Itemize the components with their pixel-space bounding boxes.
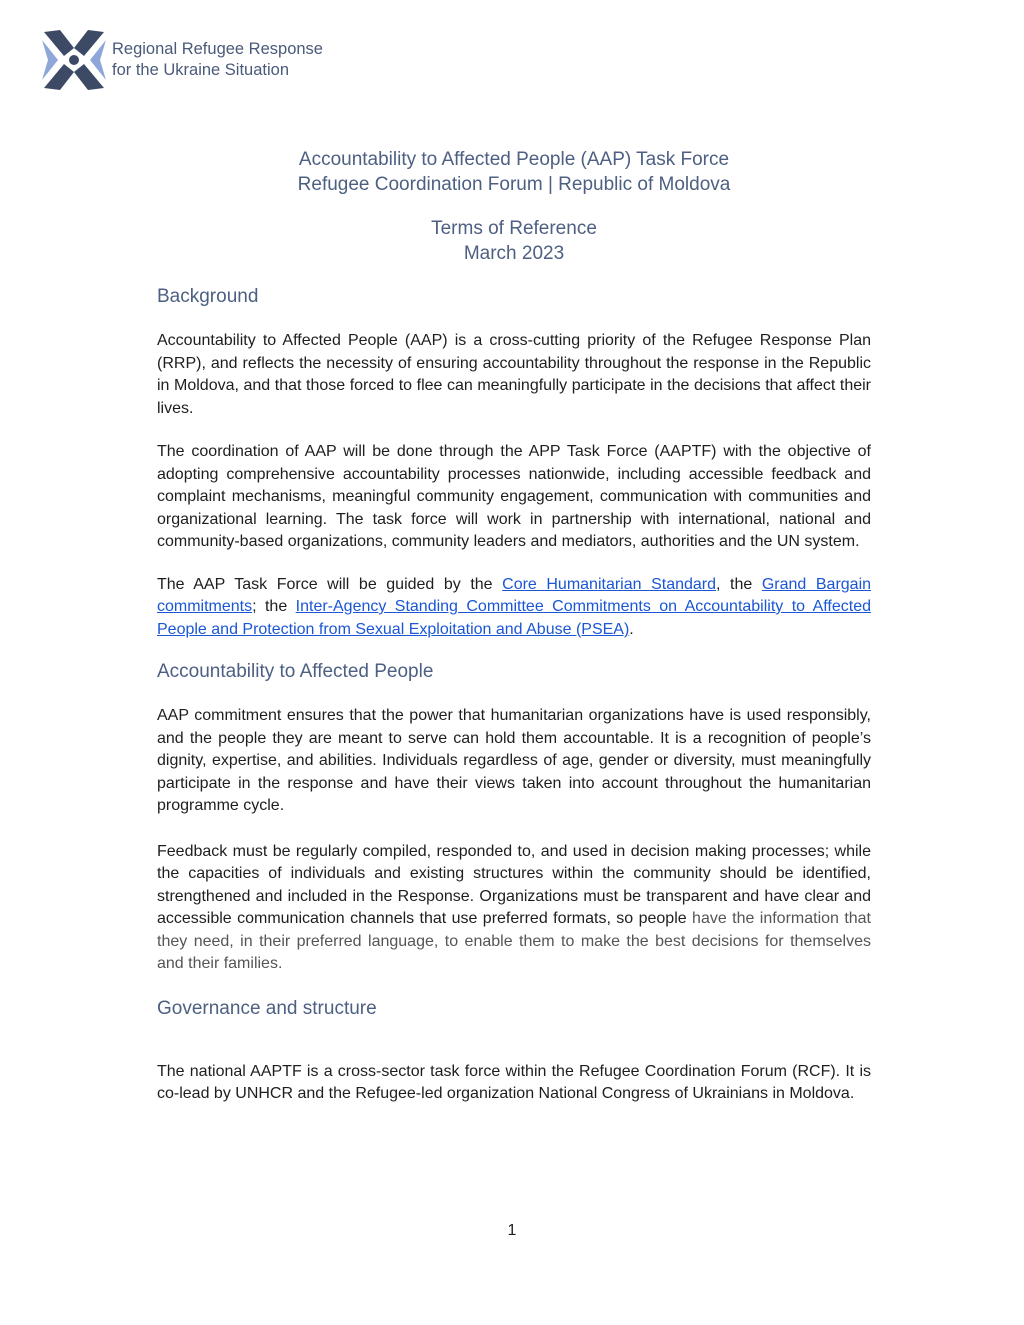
page-number: 1 bbox=[507, 1222, 517, 1239]
document-title bbox=[157, 147, 871, 197]
background-paragraph-1: Accountability to Affected People (AAP) is a cross-cutting priority of the Refugee Response Plan (RRP), and reflects the necessity of ensuring accountability throughout the response in the Republic in Moldova, and that those forced to flee can meaningfully participate in the decisions that affect their lives. bbox=[157, 332, 871, 417]
title-line-1: Accountability to Affected People (AAP) Task Force bbox=[298, 149, 730, 170]
p3-text-2: , the bbox=[716, 575, 762, 593]
background-paragraph-2: The coordination of AAP will be done through the APP Task Force (AAPTF) with the objective of adopting comprehensive accountability processes nationwide, including accessible feedback and complaint mechanisms, meaningful community engagement, communication with communities and organizational learning. The task force will work in partnership with international, national and community-based organizations, community leaders and mediators, authorities and the UN system. bbox=[157, 443, 871, 550]
heading-background: Background bbox=[157, 286, 259, 307]
regional-refugee-response-logo-icon bbox=[40, 26, 108, 94]
document-body bbox=[157, 283, 871, 1106]
p3-text-1: The AAP Task Force will be guided by the bbox=[157, 575, 503, 593]
heading-accountability: Accountability to Affected People bbox=[157, 661, 434, 682]
p3-text-4: . bbox=[629, 620, 634, 638]
aap-p2-text-b: have the information that they need, in their preferred language, to enable them to make the best decisions for themselves and their families. bbox=[157, 910, 872, 972]
background-paragraph-3 bbox=[157, 574, 871, 642]
heading-governance: Governance and structure bbox=[157, 997, 377, 1019]
subtitle-line-2: March 2023 bbox=[463, 243, 565, 264]
subtitle-line-1: Terms of Reference bbox=[431, 218, 597, 239]
governance-paragraph-1: The national AAPTF is a cross-sector task force within the Refugee Coordination Forum (RCF). It is co-lead by UNHCR and the Refugee-led organization National Congress of Ukrainians in Moldova. bbox=[157, 1062, 871, 1102]
logo-line-1: Regional Refugee Response bbox=[112, 40, 323, 58]
link-core-humanitarian-standard[interactable]: Core Humanitarian Standard bbox=[502, 575, 717, 593]
aap-p2-text-a: Feedback must be regularly compiled, responded to, and used in decision making processes; while the capacities of individuals and existing structures within the community should be identified, strengthened and included in the Response. Organizations must be transparent and have clear and accessible communication channels that use preferred formats, so people bbox=[157, 842, 871, 927]
logo-line-2: for the Ukraine Situation bbox=[112, 61, 290, 79]
aap-paragraph-2 bbox=[157, 841, 871, 976]
document-subtitle bbox=[157, 216, 871, 266]
link-grand-bargain-commitments[interactable]: Grand Bargain commitments bbox=[157, 575, 872, 615]
aap-paragraph-1: AAP commitment ensures that the power that humanitarian organizations have is used responsibly, and the people they are meant to serve can hold them accountable. It is a recognition of people’s dignity, expertise, and abilities. Individuals regardless of age, gender or diversity, must meaningfully participate in the response and have their views taken into account throughout the humanitarian programme cycle. bbox=[157, 707, 871, 814]
title-line-2: Refugee Coordination Forum | Republic of Moldova bbox=[297, 174, 731, 195]
link-iasc-commitments[interactable]: Inter-Agency Standing Committee Commitments on Accountability to Affected People and Protection from Sexual Exploitation and Abuse (PSEA) bbox=[157, 598, 872, 638]
logo bbox=[40, 26, 323, 94]
p3-text-3: ; the bbox=[252, 598, 296, 615]
